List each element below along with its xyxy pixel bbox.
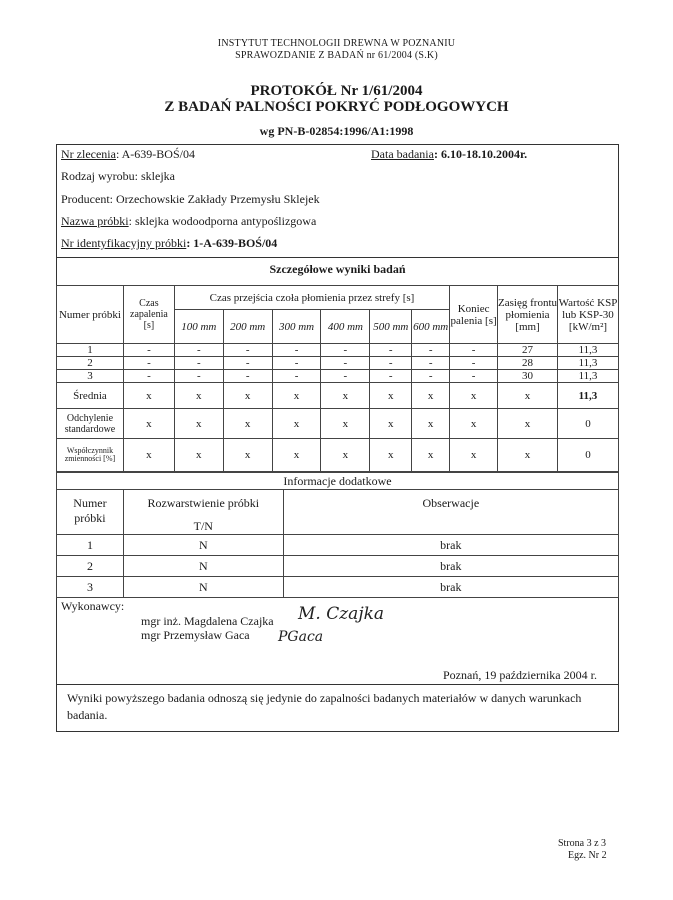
table-cell: x <box>174 383 223 409</box>
producent: Producent: Orzechowskie Zakłady Przemysłu Sklejek <box>61 192 320 206</box>
zone-header: 300 mm <box>272 310 321 344</box>
table-cell: - <box>223 370 272 383</box>
table-cell: - <box>450 357 498 370</box>
table-row-cv <box>57 439 619 472</box>
table-cell: x <box>174 409 223 439</box>
table-cell: 27 <box>498 344 558 357</box>
table-cell: 11,3 <box>557 370 618 383</box>
col-zones: Czas przejścia czoła płomienia przez strefy [s] <box>174 286 449 310</box>
copy-number: Egz. Nr 2 <box>568 850 607 861</box>
table-cell: - <box>370 357 412 370</box>
table-cell: x <box>450 383 498 409</box>
table-cell: Odchylenie standardowe <box>57 409 124 439</box>
results-title: Szczegółowe wyniki badań <box>269 262 406 276</box>
zone-header: 100 mm <box>174 310 223 344</box>
table-cell: x <box>321 439 370 472</box>
table-cell: x <box>498 383 558 409</box>
signature-1: M. Czajka <box>298 604 385 624</box>
table-row <box>57 535 619 556</box>
table-cell: 11,3 <box>557 383 618 409</box>
table-cell: 0 <box>557 439 618 472</box>
table-cell: - <box>223 357 272 370</box>
table-cell: Współczynnik zmienności [%] <box>57 439 124 472</box>
institute-name: INSTYTUT TECHNOLOGII DREWNA W POZNANIU <box>217 38 456 49</box>
sample-name: Nazwa próbki: sklejka wodoodporna antypoślizgowa <box>61 214 317 228</box>
table-cell: - <box>174 370 223 383</box>
table-cell: x <box>321 383 370 409</box>
table-cell: x <box>412 409 450 439</box>
performer-1: mgr inż. Magdalena Czajka <box>141 614 274 628</box>
table-cell: - <box>370 344 412 357</box>
table-row-mean <box>57 383 619 409</box>
table-cell: x <box>498 409 558 439</box>
test-date: Data badania: 6.10-18.10.2004r. <box>371 147 528 161</box>
col-observations: Obserwacje <box>283 490 618 535</box>
table-cell: - <box>450 370 498 383</box>
zone-header: 500 mm <box>370 310 412 344</box>
table-cell: - <box>370 370 412 383</box>
additional-table <box>56 472 619 598</box>
table-cell: 28 <box>498 357 558 370</box>
table-cell: x <box>174 439 223 472</box>
table-cell: x <box>272 409 321 439</box>
table-cell: - <box>123 370 174 383</box>
col-end-burning: Koniec palenia [s] <box>450 286 498 344</box>
table-cell: - <box>123 344 174 357</box>
table-cell: x <box>370 409 412 439</box>
table-cell: 0 <box>557 409 618 439</box>
performer-2: mgr Przemysław Gaca <box>141 628 250 642</box>
report-number: SPRAWOZDANIE Z BADAŃ nr 61/2004 (S.K) <box>235 50 438 61</box>
table-cell: x <box>450 439 498 472</box>
additional-title: Informacje dodatkowe <box>57 473 619 490</box>
table-cell: x <box>223 439 272 472</box>
table-cell: - <box>321 370 370 383</box>
table-cell: x <box>272 439 321 472</box>
table-row <box>57 370 619 383</box>
table-cell: x <box>223 409 272 439</box>
disclaimer-note: Wyniki powyższego badania odnoszą się jedynie do zapalności badanych materiałów w danych warunkach badania. <box>67 691 582 722</box>
table-cell: 1 <box>57 344 124 357</box>
table-cell: - <box>321 357 370 370</box>
table-cell: 30 <box>498 370 558 383</box>
table-cell: - <box>272 344 321 357</box>
table-cell: - <box>272 357 321 370</box>
order-number: Nr zlecenia: A-639-BOŚ/04 <box>61 147 195 161</box>
table-cell: - <box>321 344 370 357</box>
standard-reference: wg PN-B-02854:1996/A1:1998 <box>259 124 414 138</box>
col-sample-number: Numer próbki <box>57 490 124 535</box>
table-cell: 2 <box>57 357 124 370</box>
sample-id: Nr identyfikacyjny próbki: 1-A-639-BOŚ/04 <box>61 236 278 250</box>
table-cell: N <box>123 535 283 556</box>
table-cell: - <box>272 370 321 383</box>
table-cell: brak <box>283 535 618 556</box>
table-cell: x <box>123 383 174 409</box>
zone-header: 200 mm <box>223 310 272 344</box>
table-cell: - <box>223 344 272 357</box>
results-table <box>56 285 619 472</box>
table-row-stddev <box>57 409 619 439</box>
table-cell: 1 <box>57 535 124 556</box>
table-cell: - <box>412 370 450 383</box>
table-cell: x <box>272 383 321 409</box>
table-cell: x <box>370 383 412 409</box>
table-cell: - <box>123 357 174 370</box>
table-cell: Średnia <box>57 383 124 409</box>
zone-header: 400 mm <box>321 310 370 344</box>
performed-label: Wykonawcy: <box>61 599 125 613</box>
protocol-subtitle: Z BADAŃ PALNOŚCI POKRYĆ PODŁOGOWYCH <box>164 99 509 115</box>
table-cell: x <box>223 383 272 409</box>
table-cell: N <box>123 577 283 598</box>
table-row <box>57 556 619 577</box>
table-cell: x <box>370 439 412 472</box>
protocol-title: PROTOKÓŁ Nr 1/61/2004 <box>250 83 423 99</box>
table-cell: x <box>498 439 558 472</box>
additional-table-wrap <box>56 472 619 598</box>
signature-2: PGaca <box>278 629 324 645</box>
table-cell: - <box>412 357 450 370</box>
col-delamination: Rozwarstwienie próbki T/N <box>123 490 283 535</box>
table-cell: - <box>450 344 498 357</box>
product-type: Rodzaj wyrobu: sklejka <box>61 169 175 183</box>
page-number: Strona 3 z 3 <box>558 838 607 849</box>
table-cell: - <box>412 344 450 357</box>
table-cell: 11,3 <box>557 357 618 370</box>
col-sample-number: Numer próbki <box>57 286 124 344</box>
table-cell: 3 <box>57 370 124 383</box>
col-flame-range: Zasięg frontu płomienia [mm] <box>498 286 558 344</box>
divider <box>56 257 619 258</box>
table-cell: N <box>123 556 283 577</box>
divider <box>56 684 619 685</box>
place-date: Poznań, 19 października 2004 r. <box>443 668 597 682</box>
col-ignition-time: Czas zapalenia [s] <box>123 286 174 344</box>
table-cell: 3 <box>57 577 124 598</box>
table-cell: x <box>450 409 498 439</box>
col-ksp-value: Wartość KSP lub KSP-30 [kW/m²] <box>557 286 618 344</box>
table-cell: - <box>174 357 223 370</box>
table-cell: x <box>412 383 450 409</box>
table-cell: x <box>321 409 370 439</box>
table-cell: x <box>123 409 174 439</box>
table-cell: brak <box>283 577 618 598</box>
table-row <box>57 357 619 370</box>
table-cell: x <box>123 439 174 472</box>
table-cell: 11,3 <box>557 344 618 357</box>
table-cell: brak <box>283 556 618 577</box>
table-row <box>57 344 619 357</box>
table-cell: x <box>412 439 450 472</box>
zone-header: 600 mm <box>412 310 450 344</box>
results-table-wrap <box>56 285 619 472</box>
table-cell: 2 <box>57 556 124 577</box>
table-cell: - <box>174 344 223 357</box>
table-row <box>57 577 619 598</box>
